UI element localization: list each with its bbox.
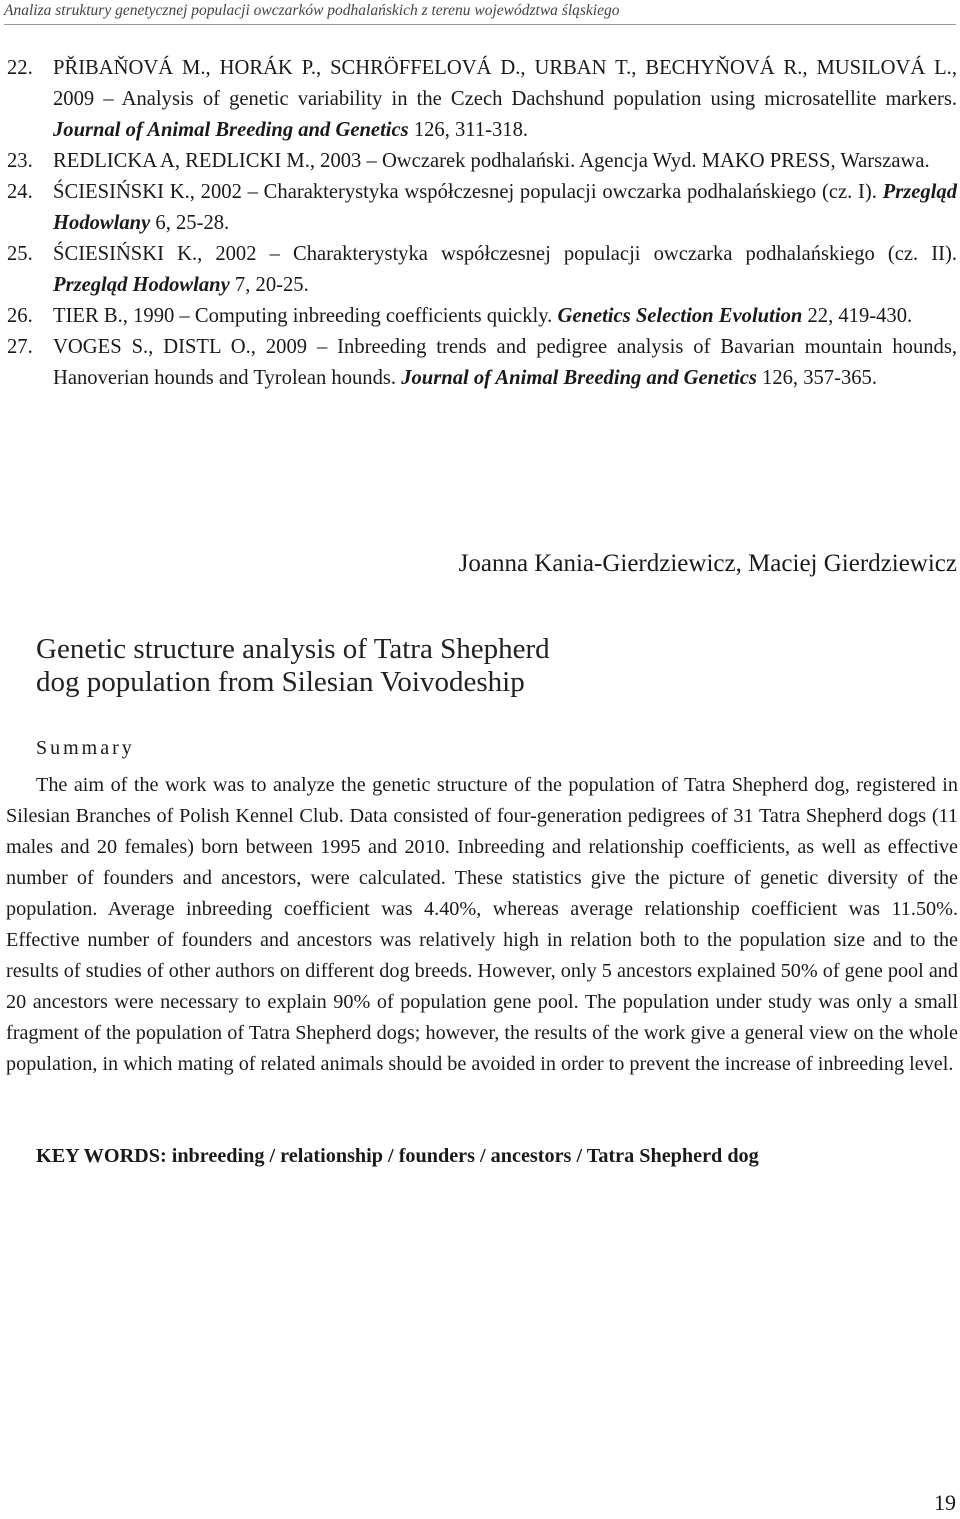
- summary-paragraph: The aim of the work was to analyze the genetic structure of the population of Tatra Shepherd dog, registered in Silesian Branches of Polish Kennel Club. Data consisted of four-generation pedigrees of 31 Tatra Shepherd dogs (11 males and 20 females) born between 1995 and 2010. Inbreeding and relationship coefficients, as well as effective number of founders and ancestors, were calculated. These statistics give the picture of genetic diversity of the population. Average inbreeding coefficient was 4.40%, whereas average relationship coefficient was 11.50%. Effective number of founders and ancestors was relatively high in relation both to the population size and to the results of studies of other authors on different dog breeds. However, only 5 ancestors explained 50% of gene pool and 20 ancestors were necessary to explain 90% of population gene pool. The population under study was only a small fragment of the population of Tatra Shepherd dogs; however, the results of the work give a general view on the whole population, in which mating of related animals should be avoided in order to prevent the increase of inbreeding level.: [6, 774, 958, 1075]
- reference-text: , 2002 – Charakterystyka współczesnej populacji owczarka podhalańskiego (cz. II).: [197, 243, 957, 265]
- reference-tail: 7, 20-25.: [229, 274, 309, 296]
- reference-number: 23.: [7, 150, 33, 172]
- reference-body: [53, 53, 957, 146]
- article-title-line: dog population from Silesian Voivodeship: [36, 666, 525, 698]
- page-number: 19: [934, 1490, 956, 1515]
- reference-journal: Journal of Animal Breeding and Genetics: [401, 367, 757, 389]
- reference-number: 25.: [7, 243, 33, 265]
- reference-authors: REDLICKA A, REDLICKI M.: [53, 150, 310, 172]
- keywords: KEY WORDS: inbreeding / relationship / founders / ancestors / Tatra Shepherd dog: [36, 1145, 759, 1167]
- reference-authors: PŘIBAŇOVÁ M., HORÁK P., SCHRÖFFELOVÁ D., URBAN T., BECHYŇOVÁ R., MUSILOVÁ L.: [53, 57, 952, 79]
- reference-text: , 1990 – Computing inbreeding coefficients quickly.: [122, 305, 558, 327]
- reference-tail: 6, 25-28.: [150, 212, 230, 234]
- reference-tail: 126, 357-365.: [756, 367, 877, 389]
- reference-authors: ŚCIESIŃSKI K.: [53, 181, 190, 203]
- reference-item: [7, 177, 957, 239]
- reference-tail: 126, 311-318.: [408, 119, 529, 141]
- reference-number: 27.: [7, 336, 33, 358]
- article-title-line: Genetic structure analysis of Tatra Shepherd: [36, 633, 550, 665]
- reference-number: 24.: [7, 181, 33, 203]
- reference-tail: 22, 419-430.: [802, 305, 913, 327]
- reference-text: , 2009 – Inbreeding trends and pedigree analysis of Bavarian mountain hounds, Hanoverian hounds and Tyrolean hounds.: [53, 336, 957, 389]
- reference-authors: VOGES S., DISTL O.: [53, 336, 251, 358]
- reference-journal: Przegląd Hodowlany: [53, 181, 958, 234]
- reference-text: , 2003 – Owczarek podhalański. Agencja Wyd. MAKO PRESS, Warszawa.: [309, 150, 930, 172]
- reference-body: [53, 332, 957, 394]
- reference-item: [7, 53, 957, 146]
- reference-journal: Przegląd Hodowlany: [53, 274, 230, 296]
- reference-authors: ŚCIESIŃSKI K.: [53, 243, 198, 265]
- reference-text: , 2009 – Analysis of genetic variability in the Czech Dachshund population using microsatellite markers.: [53, 57, 957, 110]
- reference-item: [7, 239, 957, 301]
- reference-text: , 2002 – Charakterystyka współczesnej populacji owczarka podhalańskiego (cz. I).: [189, 181, 883, 203]
- reference-journal: Journal of Animal Breeding and Genetics: [53, 119, 409, 141]
- reference-body: [53, 239, 957, 301]
- reference-item: [7, 301, 957, 332]
- reference-authors: TIER B.: [53, 305, 123, 327]
- reference-body: [53, 146, 957, 177]
- reference-body: [53, 177, 957, 239]
- reference-number: 22.: [7, 57, 33, 79]
- article-authors: Joanna Kania-Gierdziewicz, Maciej Gierdziewicz: [458, 550, 957, 577]
- article-title: [36, 633, 796, 699]
- reference-journal: Genetics Selection Evolution: [557, 305, 803, 327]
- summary-heading: Summary: [36, 737, 135, 759]
- reference-item: [7, 332, 957, 394]
- reference-body: [53, 301, 957, 332]
- reference-item: [7, 146, 957, 177]
- running-header: [4, 0, 956, 25]
- reference-list: [7, 53, 957, 394]
- running-title: Analiza struktury genetycznej populacji owczarków podhalańskich z terenu województwa śląskiego: [4, 2, 620, 19]
- reference-number: 26.: [7, 305, 33, 327]
